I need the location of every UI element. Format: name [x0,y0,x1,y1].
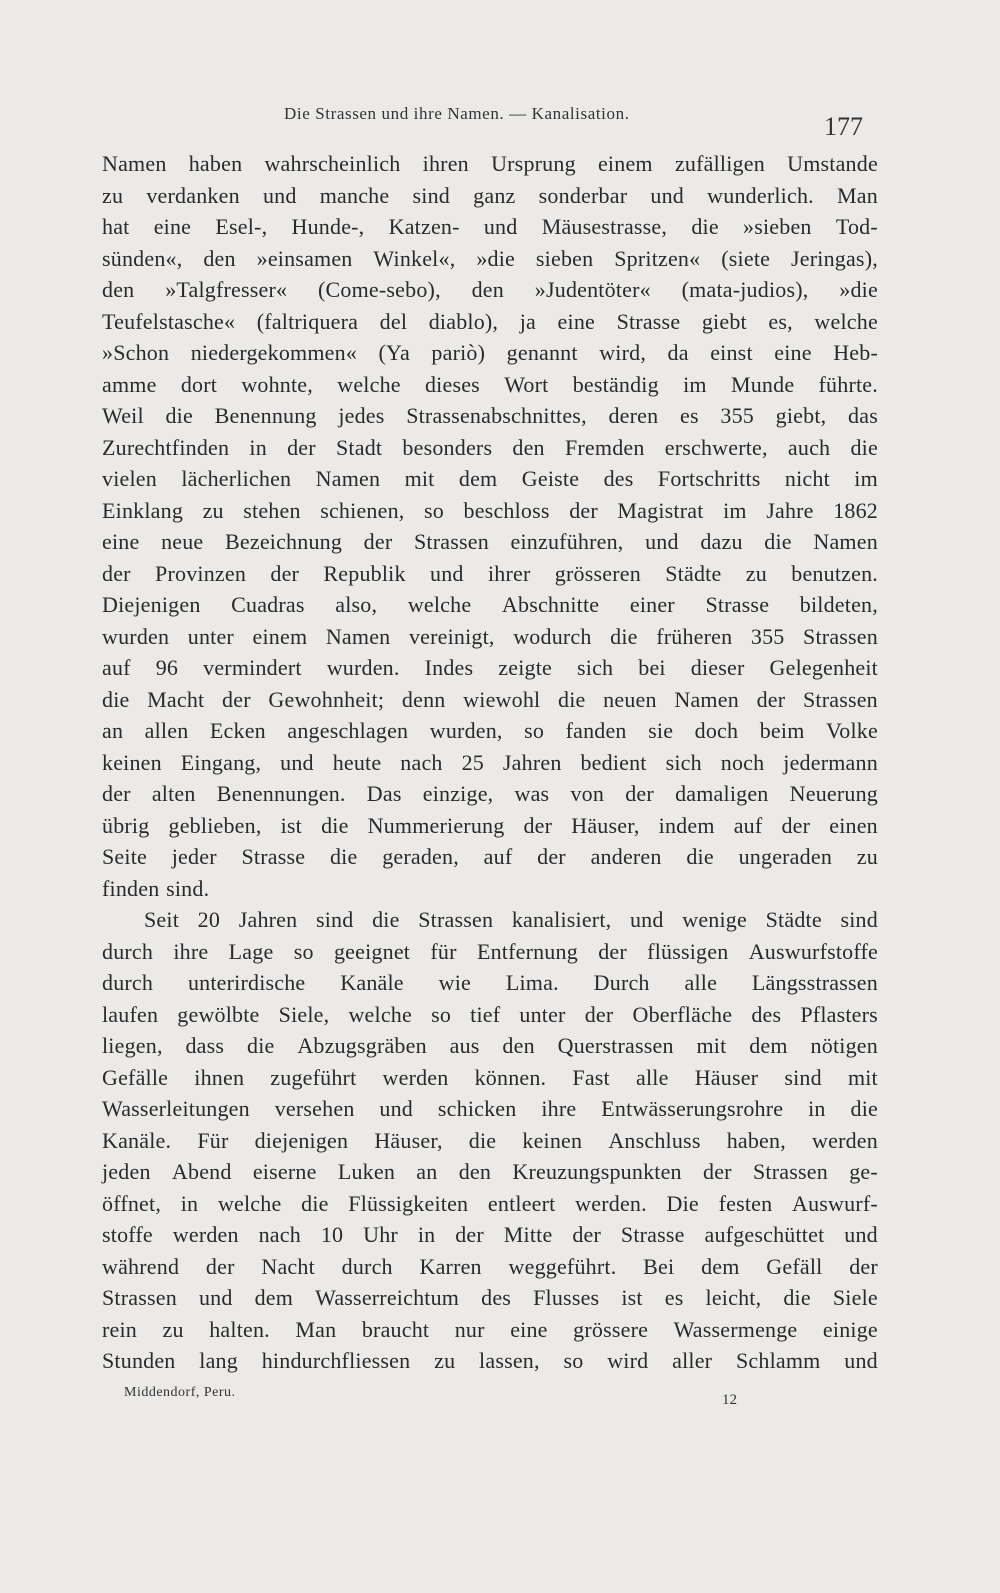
text-line: amme dort wohnte, welche dieses Wort beständig im Munde führte. [102,371,878,397]
text-line: zu verdanken und manche sind ganz sonderbar und wunderlich. Man [102,182,878,208]
text-line: jeden Abend eiserne Luken an den Kreuzungspunkten der Strassen ge- [102,1159,878,1184]
text-line: auf 96 vermindert wurden. Indes zeigte sich bei dieser Gelegenheit [102,655,878,680]
text-line: laufen gewölbte Siele, welche so tief unter der Oberfläche des Pflasters [102,1001,878,1027]
text-line: Namen haben wahrscheinlich ihren Ursprung einem zufälligen Umstande [102,151,878,176]
text-line: eine neue Bezeichnung der Strassen einzuführen, und dazu die Namen [102,529,878,554]
text-line: Weil die Benennung jedes Strassenabschnittes, deren es 355 giebt, das [102,403,878,428]
text-line: keinen Eingang, und heute nach 25 Jahren bedient sich noch jedermann [102,749,878,775]
text-line: Gefälle ihnen zugeführt werden können. Fast alle Häuser sind mit [102,1064,878,1090]
text-line: Zurechtfinden in der Stadt besonders den Fremden erschwerte, auch die [102,434,878,460]
footer-sheet-number: 12 [722,1392,737,1408]
text-line: Seite jeder Strasse die geraden, auf der anderen die ungeraden zu [102,844,878,869]
text-line: übrig geblieben, ist die Nummerierung der Häuser, indem auf der einen [102,812,878,838]
text-line: Stunden lang hindurchfliessen zu lassen, so wird aller Schlamm und [102,1348,878,1373]
footer-signature: Middendorf, Peru. [124,1385,236,1400]
text-line: vielen lächerlichen Namen mit dem Geiste des Fortschritts nicht im [102,466,878,491]
text-line: hat eine Esel-, Hunde-, Katzen- und Mäusestrasse, die »sieben Tod- [102,214,878,239]
text-line: durch ihre Lage so geeignet für Entfernung der flüssigen Auswurfstoffe [102,938,878,964]
text-line: finden sind. [102,875,210,901]
running-head: Die Strassen und ihre Namen. — Kanalisation. [284,104,630,123]
text-line: stoffe werden nach 10 Uhr in der Mitte der Strasse aufgeschüttet und [102,1222,878,1247]
text-line: während der Nacht durch Karren weggeführt. Bei dem Gefäll der [102,1253,878,1279]
text-line: »Schon niedergekommen« (Ya pariò) genannt wird, da einst eine Heb- [102,340,878,365]
text-line: durch unterirdische Kanäle wie Lima. Durch alle Längsstrassen [102,970,878,995]
page-number: 177 [824,112,863,141]
text-line: an allen Ecken angeschlagen wurden, so fanden sie doch beim Volke [102,718,878,743]
text-line: öffnet, in welche die Flüssigkeiten entleert werden. Die festen Auswurf- [102,1190,878,1216]
text-line: den »Talgfresser« (Come-sebo), den »Judentöter« (mata-judios), »die [102,277,878,302]
text-line: rein zu halten. Man braucht nur eine grössere Wassermenge einige [102,1316,878,1342]
text-line: der Provinzen der Republik und ihrer grösseren Städte zu benutzen. [102,560,878,586]
text-line: sünden«, den »einsamen Winkel«, »die sieben Spritzen« (siete Jeringas), [102,245,878,271]
text-line: Wasserleitungen versehen und schicken ihre Entwässerungsrohre in die [102,1096,878,1121]
text-line: liegen, dass die Abzugsgräben aus den Querstrassen mit dem nötigen [102,1033,878,1058]
text-line: wurden unter einem Namen vereinigt, wodurch die früheren 355 Strassen [102,623,878,649]
text-line: Teufelstasche« (faltriquera del diablo), ja eine Strasse giebt es, welche [102,308,878,334]
body-text [102,151,878,1380]
text-line: Seit 20 Jahren sind die Strassen kanalisiert, und wenige Städte sind [144,907,878,932]
text-line: Einklang zu stehen schienen, so beschloss der Magistrat im Jahre 1862 [102,497,878,523]
text-line: Strassen und dem Wasserreichtum des Flusses ist es leicht, die Siele [102,1285,878,1310]
text-line: die Macht der Gewohnheit; denn wiewohl die neuen Namen der Strassen [102,686,878,712]
text-line: Diejenigen Cuadras also, welche Abschnitte einer Strasse bildeten, [102,592,878,617]
text-line: Kanäle. Für diejenigen Häuser, die keinen Anschluss haben, werden [102,1127,878,1153]
text-line: der alten Benennungen. Das einzige, was von der damaligen Neuerung [102,781,878,806]
